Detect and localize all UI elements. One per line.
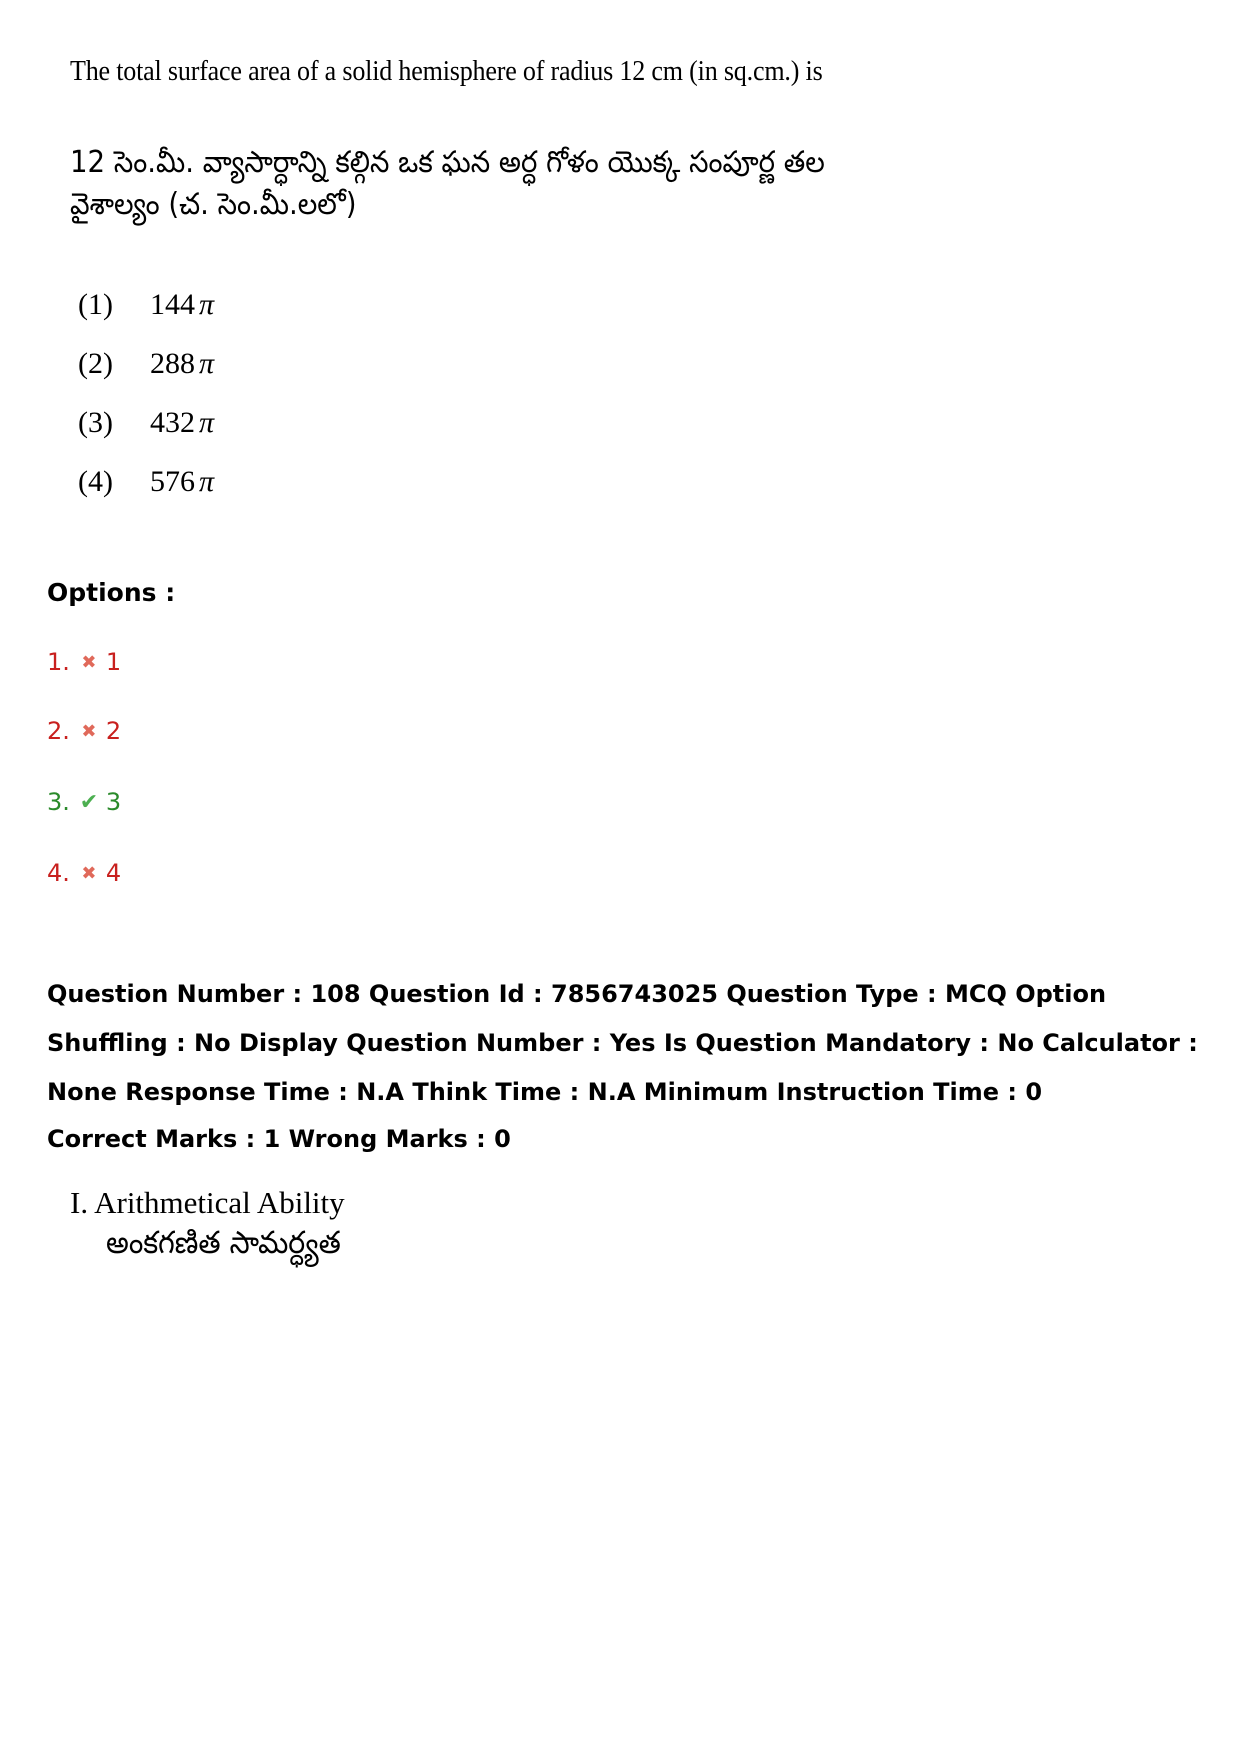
option-text: 1 [105,648,122,676]
question-choice-4 [78,452,214,511]
option-text: 2 [105,717,122,745]
option-index: 1. [47,648,70,676]
cross-icon: ✖ [81,862,97,884]
choice-number: (4) [78,464,113,498]
option-index: 2. [47,717,70,745]
pi-symbol: π [199,464,215,498]
cross-icon: ✖ [81,651,97,673]
choice-number: (2) [78,346,113,380]
option-3 [47,785,121,819]
question-text-telugu-line-1: 12 సెం.మీ. వ్యాసార్ధాన్ని కల్గిన ఒక ఘన అర్ధ గోళం యొక్క సంపూర్ణ తల [70,145,825,180]
option-1 [47,645,121,679]
question-text-telugu [70,142,898,226]
question-choice-3 [78,393,214,452]
section-title-telugu: అంకగణిత సామర్ధ్యత [106,1225,341,1261]
check-icon: ✔ [79,789,99,815]
section-title-english: I. Arithmetical Ability [70,1185,345,1220]
question-text-telugu-line-2: వైశాల్యం (చ. సెం.మీ.లలో) [70,187,357,222]
question-choice-1 [78,275,214,334]
pi-symbol: π [199,346,215,380]
marks-info: Correct Marks : 1 Wrong Marks : 0 [47,1125,511,1153]
option-index: 3. [47,788,70,816]
section-heading [70,1183,361,1263]
choice-value: 576 [150,464,195,498]
question-text-english: The total surface area of a solid hemisphere of radius 12 cm (in sq.cm.) is [70,56,823,87]
cross-icon: ✖ [81,720,97,742]
option-text: 4 [105,859,122,887]
pi-symbol: π [199,287,215,321]
choice-number: (3) [78,405,113,439]
choice-value: 288 [150,346,195,380]
option-4 [47,856,121,890]
pi-symbol: π [199,405,215,439]
question-metadata: Question Number : 108 Question Id : 7856743025 Question Type : MCQ Option Shuffling : No Display Question Number : Yes Is Question Mandatory : No Calculator : None Response Time : N.A Think Time : N.A Minimum Instruction Time : 0 [47,980,1198,1106]
question-choice-list [78,275,214,511]
question-block [70,52,970,226]
choice-number: (1) [78,287,113,321]
option-index: 4. [47,859,70,887]
choice-value: 144 [150,287,195,321]
option-text: 3 [105,788,122,816]
choice-value: 432 [150,405,195,439]
question-choice-2 [78,334,214,393]
option-2 [47,714,121,748]
options-heading: Options : [47,578,176,607]
